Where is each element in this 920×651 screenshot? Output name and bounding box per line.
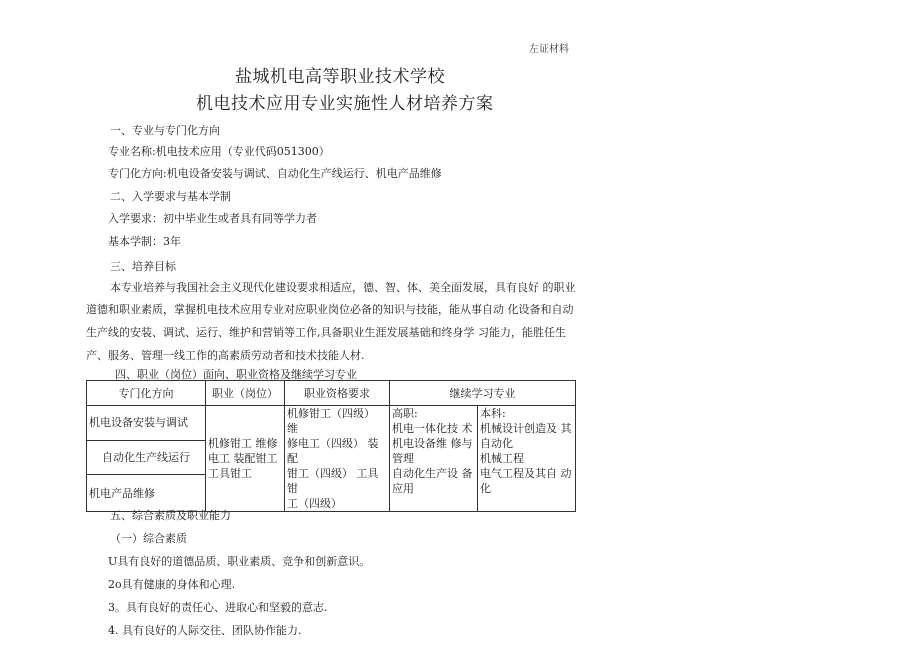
undergrad-line: 自动化 [480, 437, 513, 450]
undergrad-line: 电气工程及其自 动 [480, 467, 572, 480]
header-further-study: 继续学习专业 [390, 381, 576, 406]
plan-title: 机电技术应用专业实施性人材培养方案 [196, 94, 494, 114]
corner-note: 左证材料 [529, 44, 569, 55]
qualification-line: 钳工（四级） 工具钳 [287, 467, 379, 495]
school-title: 盐城机电高等职业技术学校 [235, 67, 445, 87]
quality-item: 3。具有良好的责任心、进取心和坚毅的意志. [108, 601, 328, 614]
job-line: 电工 装配钳工 [208, 452, 278, 465]
higher-voc-line: 管理 [392, 452, 414, 465]
undergrad-line: 本科: [480, 407, 506, 420]
specialization-direction: 专门化方向:机电设备安装与调试、自动化生产线运行、机电产品维修 [108, 167, 442, 180]
major-name: 专业名称:机电技术应用（专业代码051300） [108, 145, 330, 158]
header-direction: 专门化方向 [87, 381, 206, 406]
section-5-heading: 五、综合素质及职业能力 [110, 509, 231, 522]
direction-cell: 机电设备安装与调试 [87, 406, 206, 441]
section-1-heading: 一、专业与专门化方向 [110, 124, 220, 137]
job-cell [206, 406, 285, 512]
table-row [87, 406, 576, 441]
higher-voc-line: 机电设备维 修与 [392, 437, 473, 450]
table-header-row [87, 381, 576, 406]
undergrad-line: 化 [480, 482, 491, 495]
undergrad-line: 机械设计创造及 其 [480, 422, 572, 435]
section-4-heading: 四、职业（岗位）面向、职业资格及继续学习专业 [115, 368, 357, 381]
quality-item: 2o具有健康的身体和心理. [108, 578, 236, 591]
higher-voc-line: 机电一体化技 术 [392, 422, 473, 435]
undergraduate-cell [478, 406, 576, 512]
subsection-heading: （一）综合素质 [110, 532, 187, 545]
direction-cell: 机电产品维修 [87, 475, 206, 512]
qualification-line: 修电工（四级） 装配 [287, 437, 379, 465]
qualification-line: 工（四级） [287, 497, 342, 510]
section-2-heading: 二、入学要求与基本学制 [110, 190, 231, 203]
undergrad-line: 机械工程 [480, 452, 524, 465]
section-3-heading: 三、培养目标 [110, 260, 176, 273]
higher-vocational-cell [390, 406, 478, 512]
study-duration: 基本学制：3年 [108, 235, 181, 248]
goal-paragraph-line: 本专业培养与我国社会主义现代化建设要求相适应，德、智、体、美全面发展，具有良好 的职业 [110, 281, 576, 294]
higher-voc-line: 高职: [392, 407, 418, 420]
quality-item: 4. 具有良好的人际交往、团队协作能力. [108, 624, 302, 637]
direction-cell: 自动化生产线运行 [87, 440, 206, 475]
program-table [86, 380, 576, 512]
higher-voc-line: 应用 [392, 482, 414, 495]
qualification-line: 机修钳工（四级） 维 [287, 407, 375, 435]
header-qualification: 职业资格要求 [285, 381, 390, 406]
job-line: 机修钳工 维修 [208, 437, 278, 450]
quality-item: U具有良好的道德品质、职业素质、竞争和创新意识。 [108, 555, 371, 568]
job-line: 工具钳工 [208, 467, 252, 480]
header-job: 职业（岗位） [206, 381, 285, 406]
goal-paragraph-line: 道德和职业素质，掌握机电技术应用专业对应职业岗位必备的知识与技能，能从事自动 化设备和自动 [86, 303, 574, 316]
higher-voc-line: 自动化生产设 备 [392, 467, 473, 480]
goal-paragraph-line: 产、服务、管理一线工作的高素质劳动者和技术技能人材. [86, 349, 365, 362]
qualification-cell [285, 406, 390, 512]
goal-paragraph-line: 生产线的安装、调试、运行、维护和营销等工作,具备职业生涯发展基础和终身学 习能力，能胜任生 [86, 326, 566, 339]
entry-requirement: 入学要求：初中毕业生或者具有同等学力者 [108, 212, 317, 225]
